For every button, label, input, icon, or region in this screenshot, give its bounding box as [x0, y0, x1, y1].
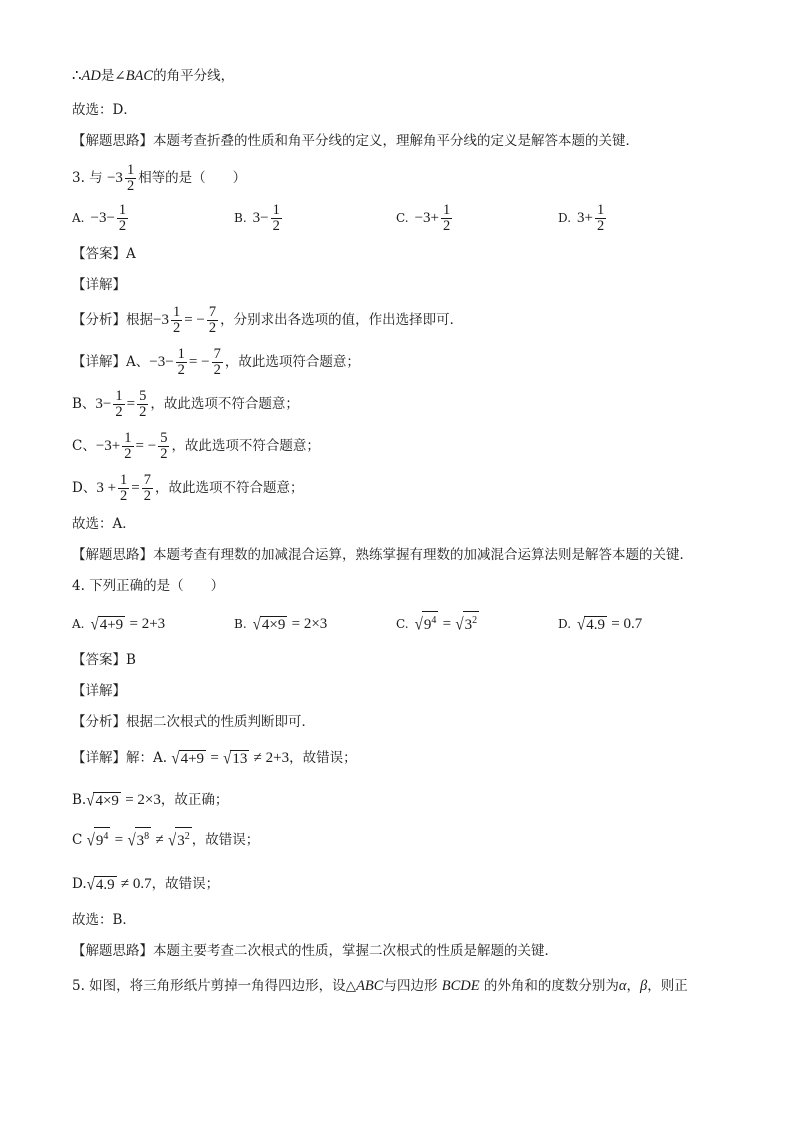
question-3-options — [72, 200, 722, 236]
option-a[interactable]: A. −3− $\frac{1}{2}$ — [72, 202, 127, 234]
detail-b-q4: B.√4×9 = 2×3，故正确； — [72, 791, 229, 810]
detail-head-q4: 【详解】 — [72, 683, 126, 699]
question-4-options — [72, 610, 722, 638]
question-3-stem: 3. 与 −3 $\frac{1}{2}$ 相等的是（ ） — [72, 162, 247, 194]
option-a[interactable]: A. √4+9 = 2+3 — [72, 615, 166, 634]
text-line-thinking-q2: 【解题思路】本题考查折叠的性质和角平分线的定义，理解角平分线的定义是解答本题的关键． — [72, 133, 639, 149]
option-d[interactable]: D. 3+ $\frac{1}{2}$ — [558, 202, 605, 234]
option-b[interactable]: B. 3− $\frac{1}{2}$ — [234, 202, 280, 234]
detail-d-q3: D、3 + $\frac{1}{2}$ = $\frac{7}{2}$ ，故此选项不符合题意； — [72, 472, 304, 504]
analysis-q4: 【分析】根据二次根式的性质判断即可． — [72, 714, 315, 730]
option-c[interactable]: C. $√9^4 = √3^2$ — [396, 610, 479, 639]
text-line-ad-bisector: ∴AD是∠BAC的角平分线， — [72, 68, 235, 84]
detail-c-q3: C、−3+ $\frac{1}{2}$ = − $\frac{5}{2}$ ，故此选项不符合题意； — [72, 430, 320, 462]
fraction: $\frac{1}{2}$ — [126, 162, 135, 194]
detail-head-q3: 【详解】 — [72, 277, 126, 293]
choose-q4: 故选：B． — [72, 912, 136, 928]
choose-q3: 故选：A． — [72, 516, 136, 532]
text-line-choose-d: 故选：D． — [72, 102, 137, 118]
thinking-q4: 【解题思路】本题主要考查二次根式的性质，掌握二次根式的性质是解题的关键． — [72, 943, 558, 959]
question-4-stem: 4. 下列正确的是（ ） — [72, 578, 225, 594]
option-c[interactable]: C. −3+ $\frac{1}{2}$ — [396, 202, 451, 234]
detail-a-q3: 【详解】A、−3− $\frac{1}{2}$ = − $\frac{7}{2}$ ，故此选项符合题意； — [72, 346, 360, 378]
detail-d-q4: D.√4.9 ≠ 0.7，故错误； — [72, 875, 220, 894]
answer-q3: 【答案】A — [72, 246, 136, 262]
thinking-q3: 【解题思路】本题考查有理数的加减混合运算，熟练掌握有理数的加减混合运算法则是解答本题的关键． — [72, 547, 693, 563]
option-b[interactable]: B. √4×9 = 2×3 — [234, 615, 328, 634]
option-d[interactable]: D. √4.9 = 0.7 — [558, 615, 643, 634]
detail-c-q4: C $√9^4 = √3^8 \ne √3^2$ ，故错误； — [72, 826, 259, 854]
detail-b-q3: B、3− $\frac{1}{2}$ = $\frac{5}{2}$ ，故此选项不符合题意； — [72, 388, 299, 420]
detail-a-q4: 【详解】解：A. √4+9 = √13 ≠ 2+3，故错误； — [72, 749, 357, 768]
question-5-stem: 5. 如图，将三角形纸片剪掉一角得四边形，设△ABC与四边形 BCDE 的外角和的度数分别为α，β，则正 — [72, 978, 688, 994]
answer-q4: 【答案】B — [72, 652, 136, 668]
analysis-q3: 【分析】根据−3 $\frac{1}{2}$ = − $\frac{7}{2}$ ，分别求出各选项的值，作出选择即可． — [72, 304, 464, 336]
